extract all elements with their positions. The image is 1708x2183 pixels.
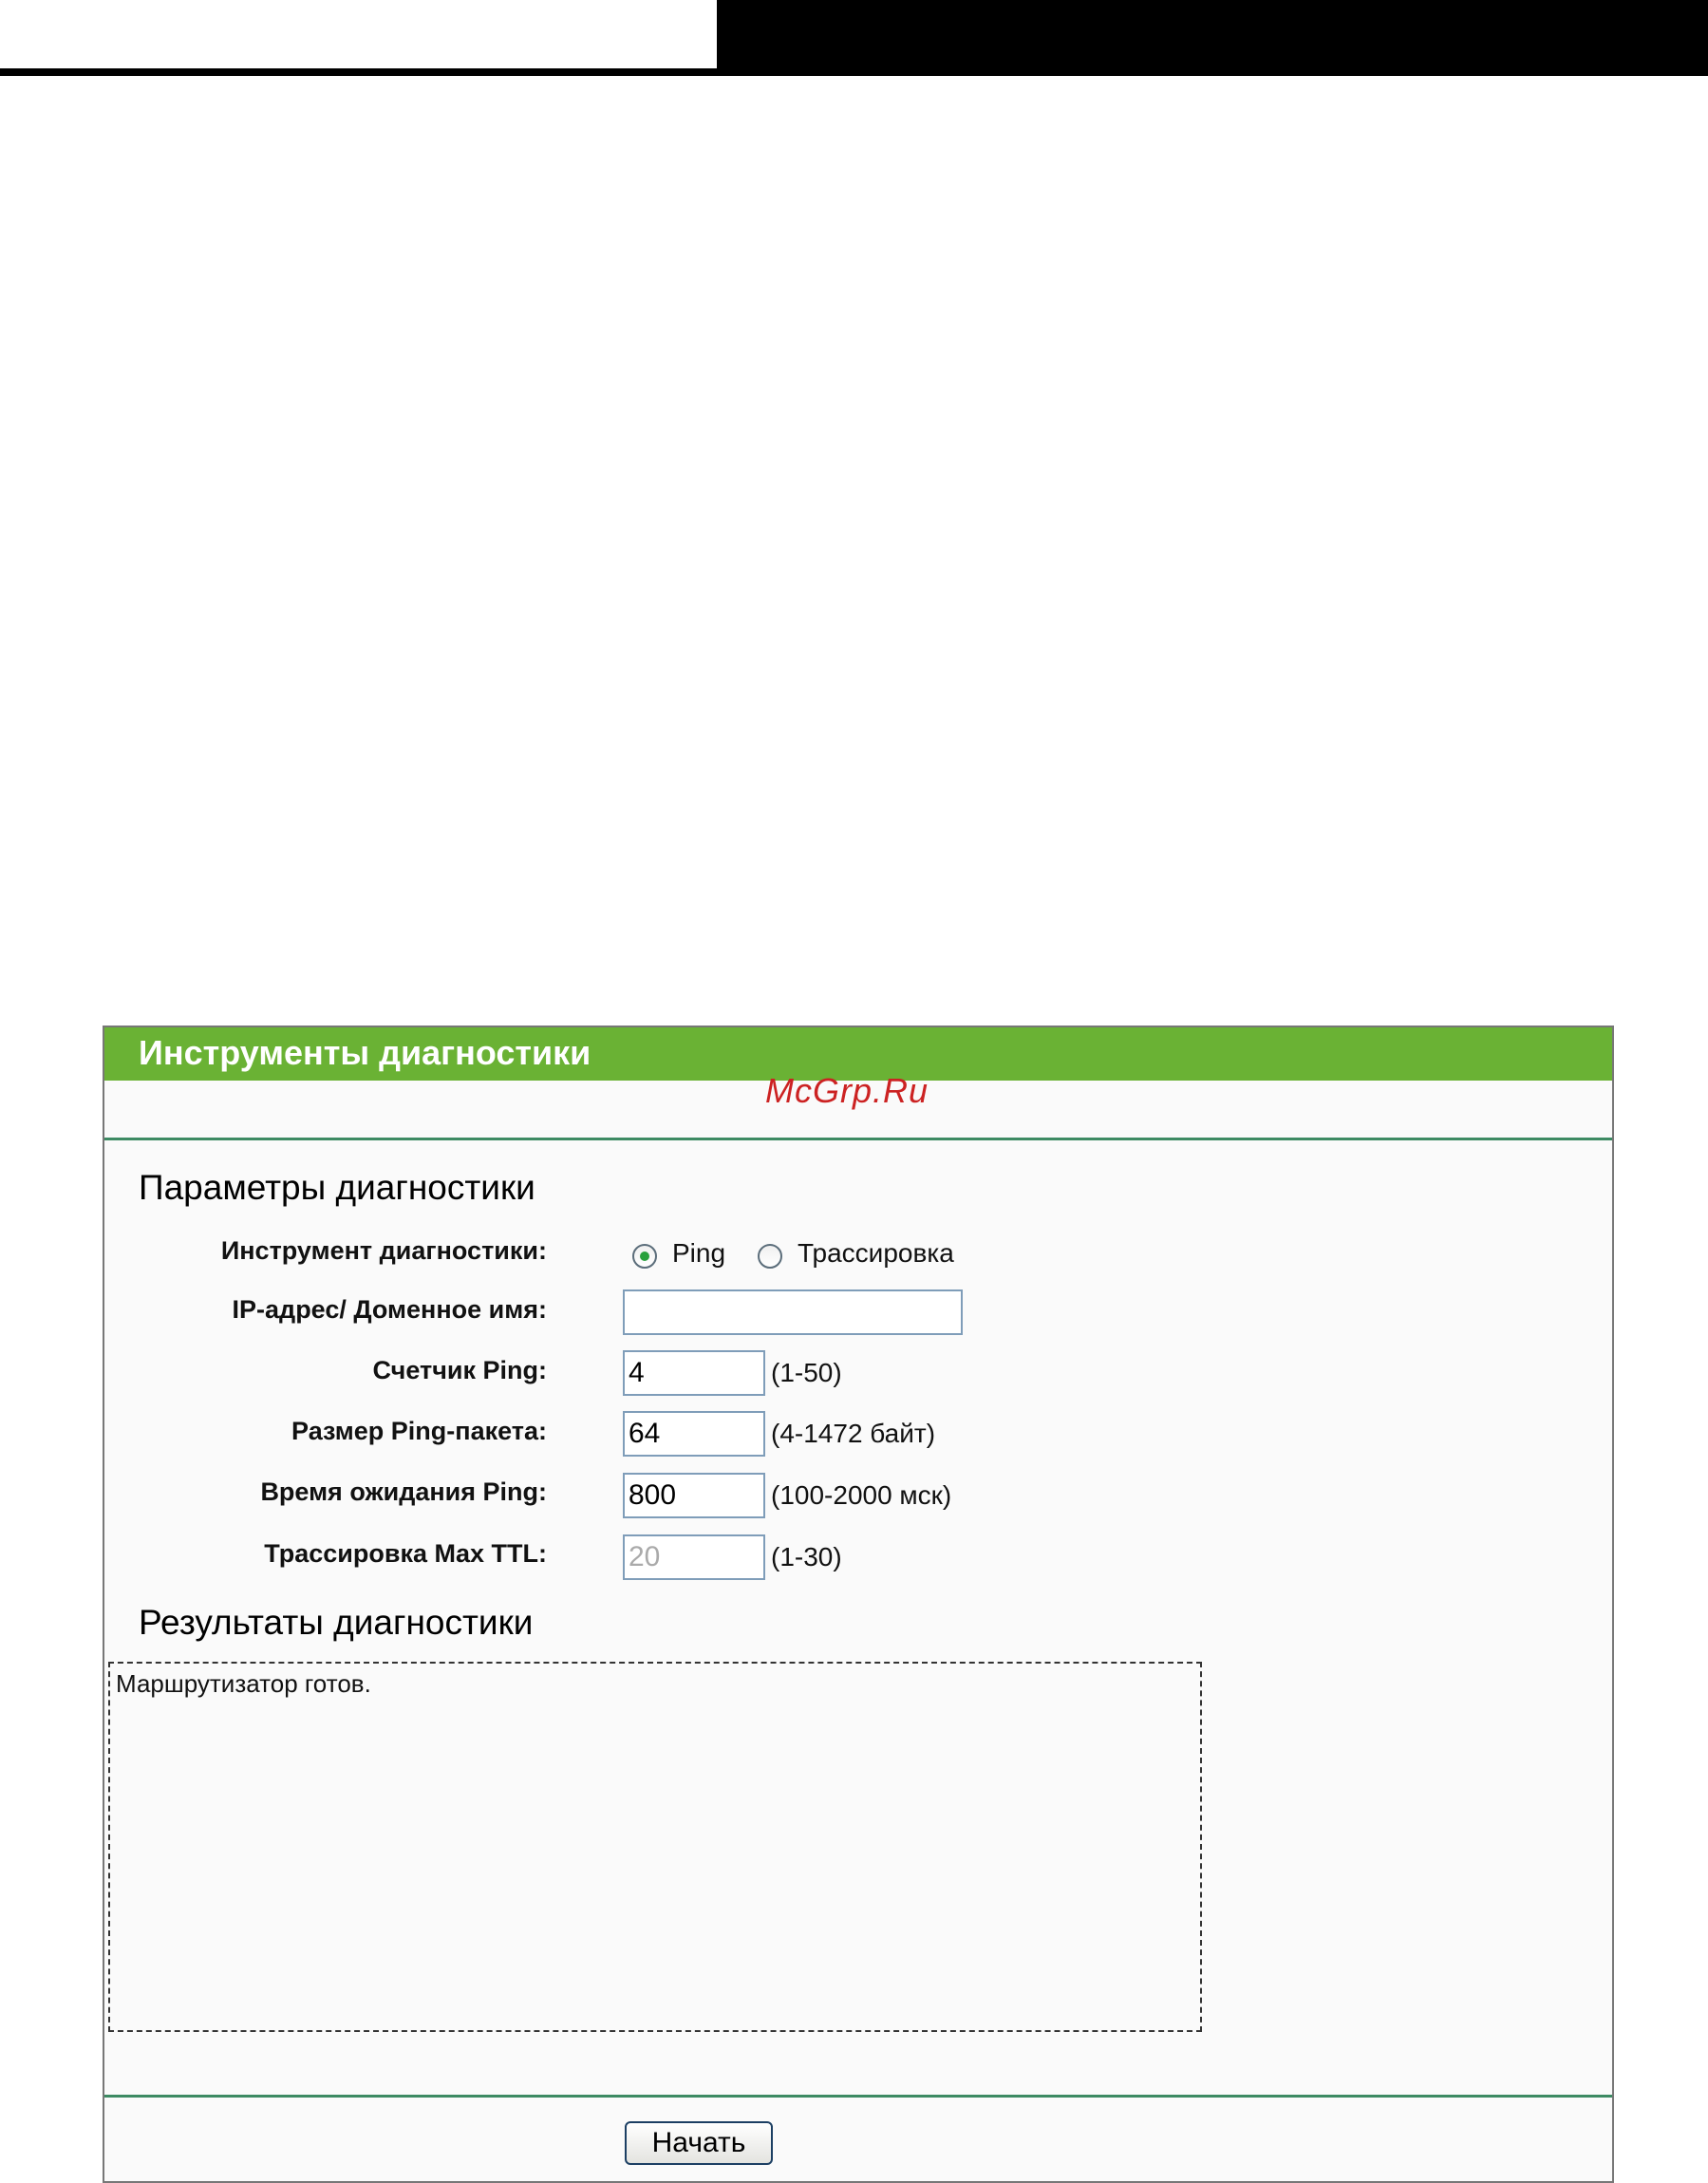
- ip-domain-input[interactable]: [623, 1289, 963, 1335]
- max-ttl-label: Трассировка Max TTL:: [264, 1539, 547, 1568]
- ping-size-hint: (4-1472 байт): [771, 1419, 936, 1448]
- radio-traceroute[interactable]: [758, 1244, 782, 1269]
- radio-traceroute-label[interactable]: Трассировка: [798, 1238, 954, 1268]
- radio-ping-label[interactable]: Ping: [672, 1238, 726, 1268]
- ping-count-label: Счетчик Ping:: [372, 1356, 547, 1384]
- watermark: McGrp.Ru: [765, 1071, 929, 1110]
- panel-title: Инструменты диагностики: [139, 1033, 591, 1072]
- ping-count-hint: (1-50): [771, 1358, 842, 1387]
- ping-size-input[interactable]: [623, 1411, 765, 1457]
- results-output: [108, 1662, 1202, 2032]
- divider-bottom: [104, 2095, 1612, 2098]
- diagnostic-tools-panel: [103, 1026, 1614, 2183]
- results-section-title: Результаты диагностики: [139, 1603, 534, 1642]
- ip-label: IP-адрес/ Доменное имя:: [232, 1295, 547, 1324]
- ping-timeout-label: Время ожидания Ping:: [260, 1477, 547, 1506]
- max-ttl-hint: (1-30): [771, 1542, 842, 1571]
- params-section-title: Параметры диагностики: [139, 1168, 535, 1207]
- ping-size-label: Размер Ping-пакета:: [291, 1417, 547, 1445]
- ping-timeout-hint: (100-2000 мск): [771, 1480, 952, 1510]
- divider-top: [104, 1138, 1612, 1140]
- ping-count-input[interactable]: [623, 1350, 765, 1396]
- radio-ping[interactable]: [632, 1244, 657, 1269]
- page-top-rule: [0, 68, 717, 76]
- start-button[interactable]: Начать: [625, 2121, 773, 2165]
- results-text: Маршрутизатор готов.: [116, 1669, 371, 1698]
- page-top-bar: [717, 0, 1708, 76]
- ping-timeout-input[interactable]: [623, 1473, 765, 1518]
- tool-label: Инструмент диагностики:: [220, 1236, 547, 1265]
- max-ttl-input[interactable]: [623, 1534, 765, 1580]
